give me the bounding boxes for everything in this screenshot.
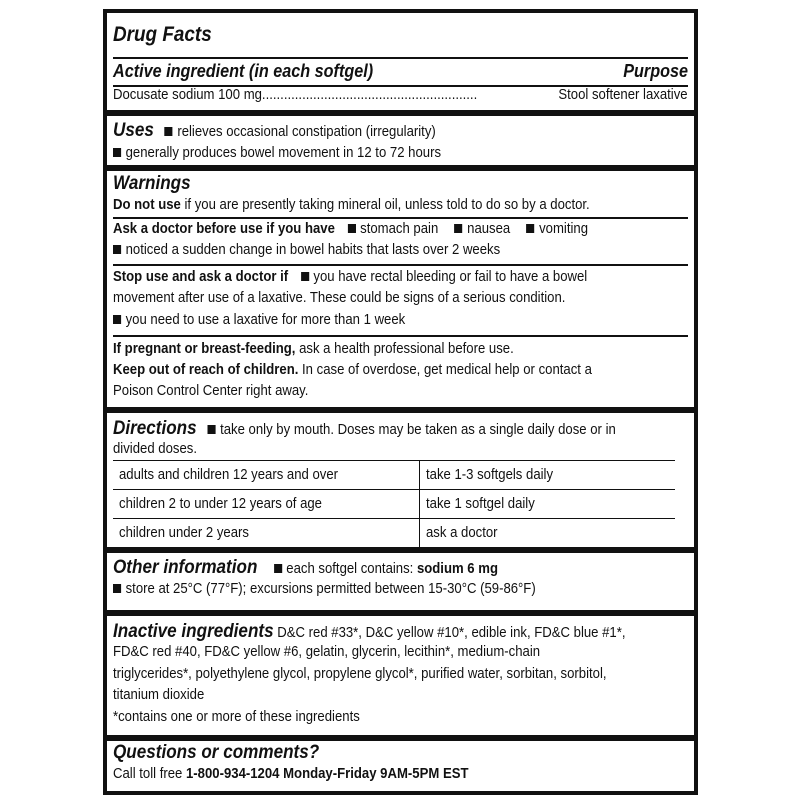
drug-facts-panel: [103, 9, 698, 795]
directions-row: [113, 461, 675, 490]
questions-heading: Questions or comments?: [113, 742, 320, 763]
inactive-line-1: [113, 621, 625, 643]
directions-dose-text: take 1-3 softgels daily: [426, 467, 554, 483]
drug-facts-title: Drug Facts: [113, 23, 212, 46]
stop-use-line-1: [113, 269, 587, 285]
leader-dots: ...........................................................: [261, 87, 478, 103]
bullet-icon: [113, 148, 121, 157]
directions-dose-text: take 1 softgel daily: [426, 496, 535, 512]
ask-doctor-item-2: nausea: [467, 221, 511, 237]
directions-age-text: children under 2 years: [119, 525, 249, 541]
inactive-line-3: triglycerides*, polyethylene glycol, propylene glycol*, purified water, sorbitan, sorbitol,: [113, 666, 607, 682]
other-info-line-1: [113, 557, 498, 579]
section-bar: [107, 407, 694, 413]
divider: [113, 217, 688, 219]
inactive-line-2: FD&C red #40, FD&C yellow #6, gelatin, glycerin, lecithin*, medium-chain: [113, 644, 541, 660]
ask-doctor-item-1: stomach pain: [360, 221, 439, 237]
questions-section: [113, 742, 688, 791]
bullet-icon: [274, 564, 282, 573]
inactive-note: *contains one or more of these ingredients: [113, 709, 360, 725]
questions-line: [113, 766, 468, 782]
directions-age-text: children 2 to under 12 years of age: [119, 496, 322, 512]
bullet-icon: [207, 425, 215, 434]
ask-doctor-item-3: vomiting: [539, 221, 589, 237]
other-info-heading: Other information: [113, 557, 258, 578]
inactive-line-4: titanium dioxide: [113, 687, 205, 703]
do-not-use-text: if you are presently taking mineral oil, unless told to do so by a doctor.: [180, 197, 590, 213]
directions-dose-cell: [420, 519, 676, 548]
questions-text: Call toll free: [113, 766, 186, 782]
stop-use-line-2: movement after use of a laxative. These could be signs of a serious condition.: [113, 290, 566, 306]
bullet-icon: [526, 224, 534, 233]
directions-age-text: adults and children 12 years and over: [119, 467, 339, 483]
directions-row: [113, 490, 675, 519]
directions-dose-cell: [420, 461, 676, 490]
pregnant-line: [113, 341, 514, 357]
active-ingredient-name: Docusate sodium 100 mg: [113, 87, 262, 103]
directions-table: [113, 460, 675, 548]
uses-item-1: relieves occasional constipation (irregularity): [177, 124, 436, 140]
ask-doctor-item-4: noticed a sudden change in bowel habits that lasts over 2 weeks: [125, 242, 501, 258]
directions-line-1: [113, 418, 616, 440]
purpose-heading: Purpose: [623, 61, 688, 81]
directions-section: [113, 418, 688, 546]
keep-out-line-2: Poison Control Center right away.: [113, 383, 309, 399]
do-not-use-label: Do not use: [113, 197, 181, 213]
active-ingredient-section: [113, 21, 688, 111]
section-bar: [107, 735, 694, 741]
uses-line-1: [113, 120, 436, 142]
other-info-item-1: each softgel contains:: [286, 561, 417, 577]
stop-use-item-2: you need to use a laxative for more than 1 week: [125, 312, 406, 328]
pregnant-text: ask a health professional before use.: [295, 341, 514, 357]
bullet-icon: [348, 224, 356, 233]
active-ingredient-line: [113, 87, 477, 103]
directions-dose-cell: [420, 490, 676, 519]
uses-section: [113, 120, 688, 170]
section-bar: [107, 547, 694, 553]
ask-doctor-line: [113, 221, 588, 237]
directions-age-cell: [113, 461, 420, 490]
other-info-item-2: store at 25°C (77°F); excursions permitted between 15-30°C (59-86°F): [125, 581, 536, 597]
directions-heading: Directions: [113, 418, 197, 439]
divider: [113, 335, 688, 337]
keep-out-line-1: [113, 362, 592, 378]
other-info-section: [113, 557, 688, 607]
other-info-item-1-bold: sodium 6 mg: [416, 561, 498, 577]
directions-row: [113, 519, 675, 548]
other-info-line-2: [113, 581, 536, 597]
pregnant-label: If pregnant or breast-feeding,: [113, 341, 296, 357]
directions-dose-text: ask a doctor: [426, 525, 498, 541]
inactive-text-1: D&C red #33*, D&C yellow #10*, edible ink, FD&C blue #1*,: [273, 625, 626, 641]
stop-use-line-3: [113, 312, 405, 328]
questions-phone: 1-800-934-1204 Monday-Friday 9AM-5PM EST: [185, 766, 469, 782]
keep-out-text-a: In case of overdose, get medical help or contact a: [298, 362, 592, 378]
inactive-heading: Inactive ingredients: [113, 621, 274, 642]
active-ingredient-purpose: Stool softener laxative: [558, 87, 688, 103]
uses-item-2: generally produces bowel movement in 12 to 72 hours: [125, 145, 442, 161]
section-bar: [107, 165, 694, 171]
bullet-icon: [301, 272, 309, 281]
section-bar: [107, 110, 694, 116]
uses-line-2: [113, 145, 441, 161]
bullet-icon: [113, 584, 121, 593]
bullet-icon: [113, 245, 121, 254]
ask-doctor-label: Ask a doctor before use if you have: [113, 221, 335, 237]
inactive-ingredients-section: [113, 621, 688, 733]
directions-line-2: divided doses.: [113, 441, 197, 457]
divider: [113, 264, 688, 266]
active-ingredient-heading: Active ingredient (in each softgel): [113, 61, 374, 81]
divider: [113, 57, 688, 59]
directions-intro-a: take only by mouth. Doses may be taken as a single daily dose or in: [220, 422, 616, 438]
keep-out-label: Keep out of reach of children.: [113, 362, 299, 378]
uses-heading: Uses: [113, 120, 154, 141]
directions-age-cell: [113, 519, 420, 548]
warnings-heading: Warnings: [113, 173, 191, 194]
bullet-icon: [165, 127, 173, 136]
do-not-use-line: [113, 197, 590, 213]
stop-use-label: Stop use and ask a doctor if: [113, 269, 289, 285]
stop-use-item-1a: you have rectal bleeding or fail to have a bowel: [313, 269, 588, 285]
warnings-section: [113, 175, 688, 407]
ask-doctor-line-2: [113, 242, 500, 258]
directions-age-cell: [113, 490, 420, 519]
bullet-icon: [455, 224, 463, 233]
bullet-icon: [113, 315, 121, 324]
section-bar: [107, 610, 694, 616]
